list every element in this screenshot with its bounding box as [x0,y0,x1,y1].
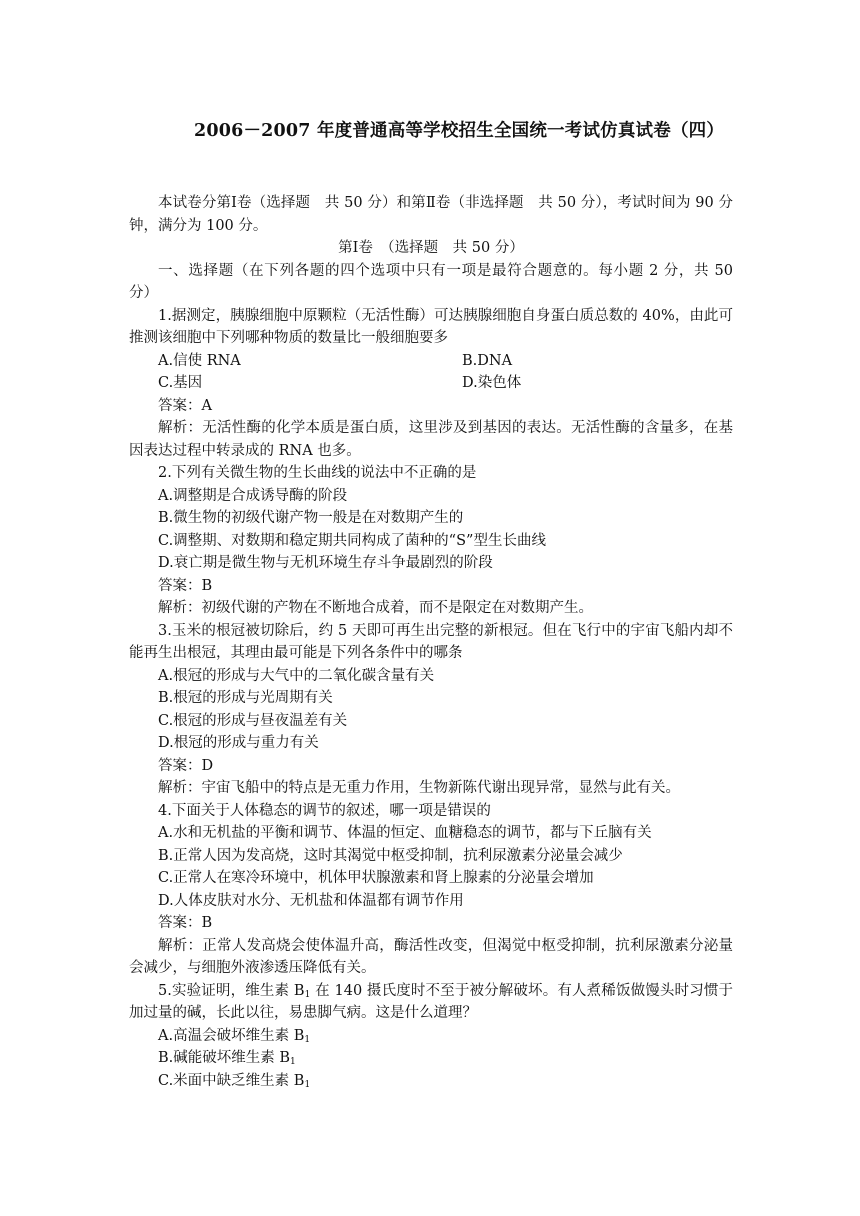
answer: 答案：A [158,397,212,414]
stem-text: 5.实验证明，维生素 B [158,982,305,999]
option-row [129,350,733,373]
option: B.微生物的初级代谢产物一般是在对数期产生的 [158,510,464,526]
analysis: 解析：宇宙飞船中的特点是无重力作用，生物新陈代谢出现异常，显然与此有关。 [158,780,680,796]
answer: 答案：B [158,577,213,594]
option: C.基因 [158,375,203,391]
option: A.调整期是合成诱导酶的阶段 [158,487,348,504]
option-text: A.高温会破坏维生素 B [158,1027,305,1044]
answer: 答案：D [158,757,214,774]
question-stem: 1.据测定，胰腺细胞中原颗粒（无活性酶）可达胰腺细胞自身蛋白质总数的 40%，由此可推测该细胞中下列哪种物质的数量比一般细胞要多 [129,307,733,346]
option: A.根冠的形成与大气中的二氧化碳含量有关 [158,667,435,684]
analysis: 解析：正常人发高烧会使体温升高，酶活性改变，但渴觉中枢受抑制，抗利尿激素分泌量会减少，与细胞外液渗透压降低有关。 [129,937,733,976]
answer: 答案：B [158,915,213,931]
question-stem: 2.下列有关微生物的生长曲线的说法中不正确的是 [158,465,477,481]
stem-text: 在 140 摄氏度时不至于被分解破坏。有人煮稀饭做馒头时习惯于加过量的碱，长此以往，易患脚气病。这是什么道理？ [129,982,733,1021]
option: D.染色体 [462,375,522,391]
option: B.正常人因为发高烧，这时其渴觉中枢受抑制，抗利尿激素分泌量会减少 [158,847,623,864]
subscript: 1 [304,1079,311,1090]
subscript: 1 [304,989,311,1000]
instruction-paragraph: 一、选择题（在下列各题的四个选项中只有一项是最符合题意的。每小题 2 分，共 50 分） [129,262,733,301]
option: D.衰亡期是微生物与无机环境生存斗争最剧烈的阶段 [158,555,493,571]
question-stem [129,980,733,1025]
subscript: 1 [290,1057,296,1067]
option: B.DNA [462,352,513,369]
option [129,1047,733,1070]
option: B.根冠的形成与光周期有关 [158,690,333,706]
exam-title: 2006－2007 年度普通高等学校招生全国统一考试仿真试卷（四） [193,121,725,141]
question-stem: 4.下面关于人体稳态的调节的叙述，哪一项是错误的 [158,802,491,819]
option: C.正常人在寒冷环境中，机体甲状腺激素和肾上腺素的分泌量会增加 [158,870,594,886]
option-row [129,372,733,395]
option: A.水和无机盐的平衡和调节、体温的恒定、血糖稳态的调节，都与下丘脑有关 [158,825,652,841]
section-heading: 第Ⅰ卷 （选择题 共 50 分） [338,240,524,256]
analysis: 解析：无活性酶的化学本质是蛋白质，这里涉及到基因的表达。无活性酶的含量多，在基因表达过程中转录成的 RNA 也多。 [129,420,733,459]
intro-paragraph: 本试卷分第Ⅰ卷（选择题 共 50 分）和第Ⅱ卷（非选择题 共 50 分），考试时间为 90 分钟，满分为 100 分。 [129,195,733,234]
option: D.人体皮肤对水分、无机盐和体温都有调节作用 [158,892,464,909]
option [129,1025,733,1048]
analysis: 解析：初级代谢的产物在不断地合成着，而不是限定在对数期产生。 [158,600,593,616]
question-stem: 3.玉米的根冠被切除后，约 5 天即可再生出完整的新根冠。但在飞行中的宇宙飞船内却不能再生出根冠，其理由最可能是下列各条件中的哪条 [129,622,733,661]
option [129,1070,733,1093]
option: C.根冠的形成与昼夜温差有关 [158,712,348,729]
exam-body [129,192,733,1092]
option: C.调整期、对数期和稳定期共同构成了菌种的“S”型生长曲线 [158,532,546,549]
option: D.根冠的形成与重力有关 [158,735,319,751]
subscript: 1 [304,1034,311,1045]
option-text: C.米面中缺乏维生素 B [158,1072,305,1089]
option: A.信使 RNA [158,352,241,369]
option-text: B.碱能破坏维生素 B [158,1050,291,1066]
